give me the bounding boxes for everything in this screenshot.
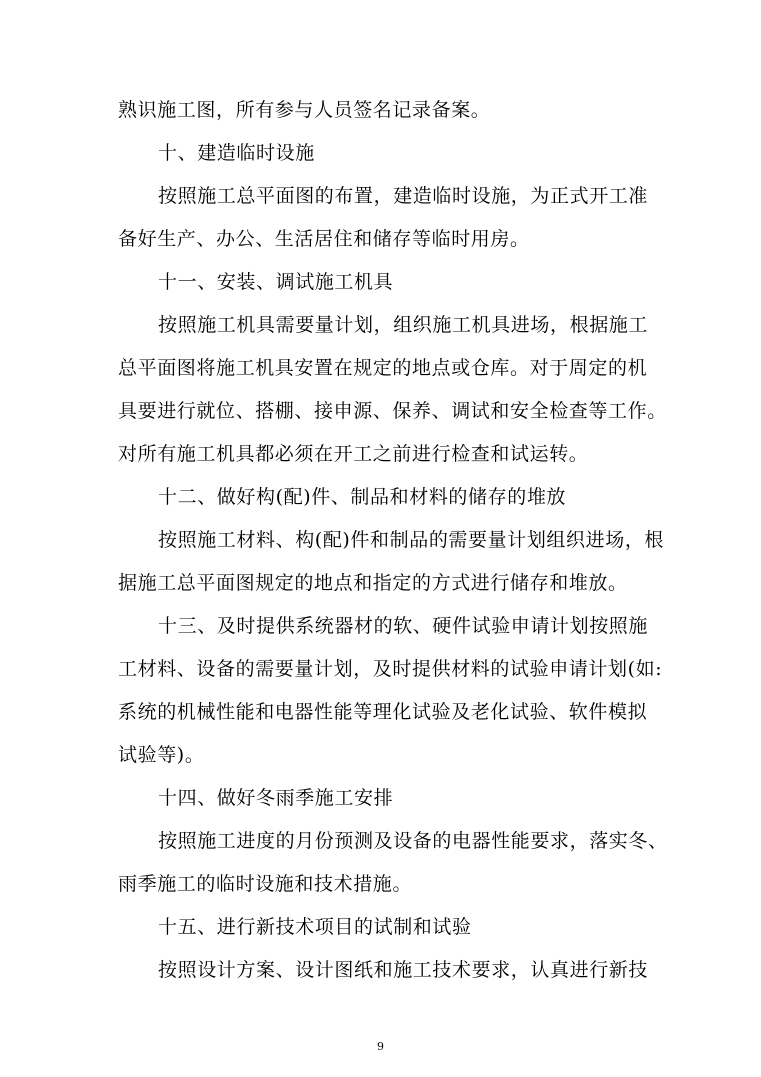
section-heading: 十三、及时提供系统器材的软、硬件试验申请计划按照施 [158, 615, 649, 637]
text-line: 按照施工材料、构(配)件和制品的需要量计划组织进场，根 [158, 529, 665, 551]
text-line: 备好生产、办公、生活居住和储存等临时用房。 [118, 228, 530, 250]
section-heading: 十五、进行新技术项目的试制和试验 [158, 916, 472, 938]
text-line: 雨季施工的临时设施和技术措施。 [118, 873, 413, 895]
text-line: 系统的机械性能和电器性能等理化试验及老化试验、软件模拟 [118, 701, 648, 723]
section-heading: 十一、安装、调试施工机具 [158, 271, 394, 293]
section-heading: 十、建造临时设施 [158, 142, 315, 164]
text-line: 具要进行就位、搭棚、接申源、保养、调试和安全检查等工作。 [118, 400, 667, 422]
text-line: 熟识施工图，所有参与人员签名记录备案。 [118, 99, 491, 121]
text-line: 总平面图将施工机具安置在规定的地点或仓库。对于周定的机 [118, 357, 648, 379]
text-line: 试验等)。 [118, 744, 205, 766]
section-heading: 十二、做好构(配)件、制品和材料的储存的堆放 [158, 486, 567, 508]
text-line: 按照施工进度的月份预测及设备的电器性能要求，落实冬、 [158, 830, 668, 852]
text-line: 据施工总平面图规定的地点和指定的方式进行储存和堆放。 [118, 572, 628, 594]
text-line: 按照施工总平面图的布置，建造临时设施，为正式开工准 [158, 185, 649, 207]
section-heading: 十四、做好冬雨季施工安排 [158, 787, 394, 809]
text-line: 按照设计方案、设计图纸和施工技术要求，认真进行新技 [158, 959, 649, 981]
text-line: 对所有施工机具都必须在开工之前进行检查和试运转。 [118, 443, 589, 465]
text-line: 工材料、设备的需要量计划，及时提供材料的试验申请计划(如: [118, 658, 663, 680]
page-number: 9 [377, 1040, 384, 1053]
text-line: 按照施工机具需要量计划，组织施工机具进场，根据施工 [158, 314, 649, 336]
